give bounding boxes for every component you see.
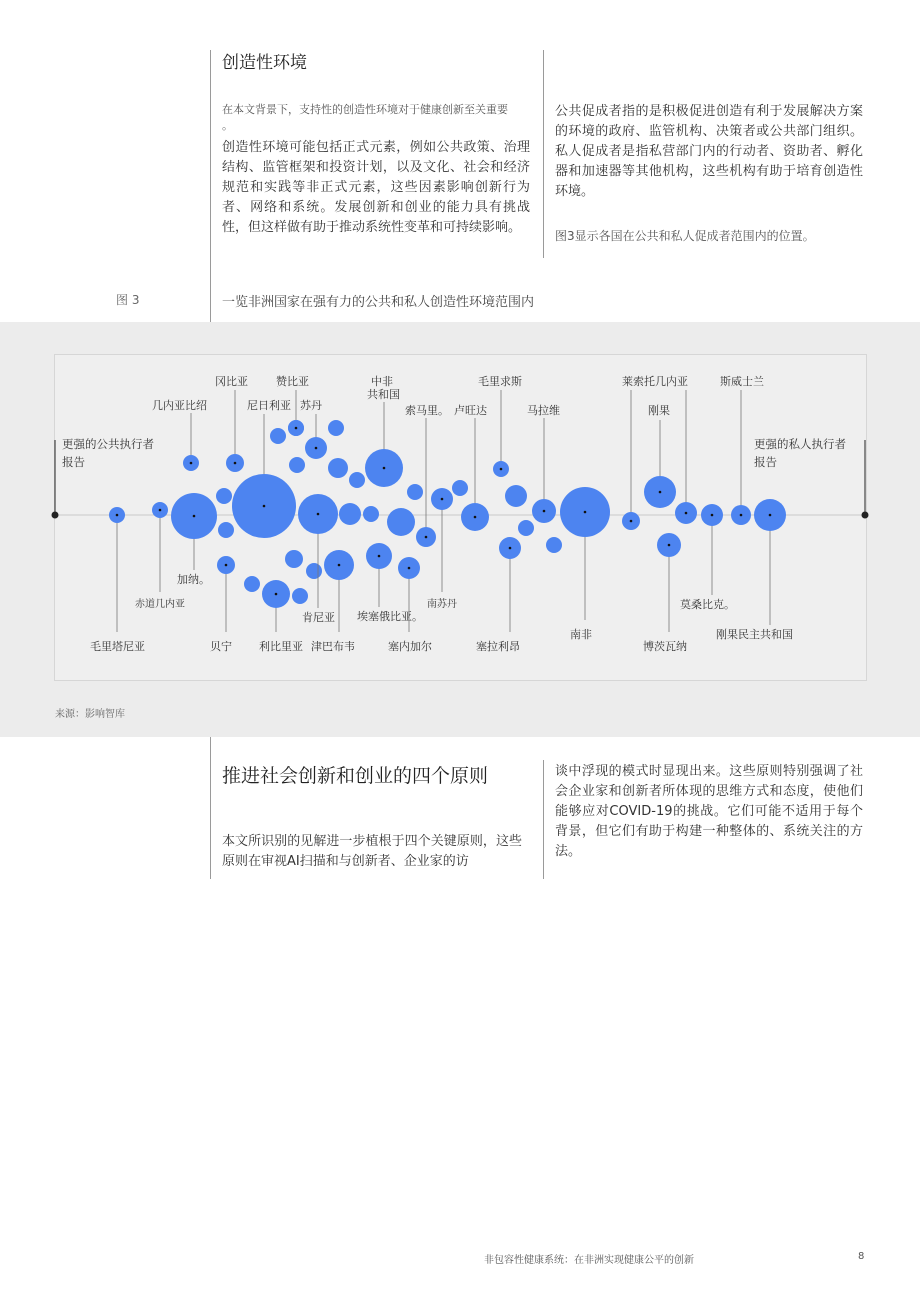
section2-right-body: 谈中浮现的模式时显现出来。这些原则特别强调了社会企业家和创新者所体现的思维方式和态度，使他们能够应对COVID-19的挑战。它们可能不适用于每个背景，但它们有助于构建一种整体的、系统关注的方法。: [555, 764, 863, 859]
right-end-label-line2: 报告: [754, 455, 777, 469]
column-divider-right-top: [543, 50, 544, 258]
bubble: [505, 485, 527, 507]
bubble: [289, 457, 305, 473]
label-nigeria: 尼日利亚: [247, 399, 291, 412]
bubble-center-dot: [190, 462, 193, 465]
right-column-note: 图3显示各国在公共和私人促成者范围内的位置。: [555, 229, 815, 243]
label-rwanda: 卢旺达: [454, 404, 487, 417]
label-zimbabwe: 津巴布韦: [311, 640, 355, 653]
bubble: [339, 503, 361, 525]
label-mauritius: 毛里求斯: [478, 375, 522, 388]
label-zambia: 赞比亚: [276, 375, 309, 388]
bubble: [387, 508, 415, 536]
label-mozambique: 莫桑比克。: [680, 598, 735, 611]
bubble: [349, 472, 365, 488]
label-ethiopia: 埃塞俄比亚。: [357, 610, 423, 623]
bubble: [407, 484, 423, 500]
left-end-label-line2: 报告: [62, 455, 85, 469]
label-botswana: 博茨瓦纳: [643, 640, 687, 653]
bubble-center-dot: [500, 468, 503, 471]
bubble-center-dot: [543, 510, 546, 513]
bubble: [363, 506, 379, 522]
bubble: [270, 428, 286, 444]
bubble: [546, 537, 562, 553]
bubble: [452, 480, 468, 496]
bubble-center-dot: [275, 593, 278, 596]
label-somalia: 索马里。: [405, 404, 449, 417]
bubble: [328, 420, 344, 436]
label-car-line2: 共和国: [367, 388, 400, 401]
labeled-bubbles: [0, 322, 793, 653]
left-axis-endpoint: [52, 512, 59, 519]
bubble: [518, 520, 534, 536]
label-ghana: 加纳。: [177, 573, 210, 586]
figure-label: 图 3: [116, 293, 140, 307]
label-south-sudan: 南苏丹: [427, 599, 457, 610]
column-divider-left-bottom: [210, 737, 211, 879]
page-number: 8: [858, 1251, 865, 1262]
bubble-center-dot: [159, 509, 162, 512]
label-gambia: 冈比亚: [215, 375, 248, 388]
right-column-body: 公共促成者指的是积极促进创造有利于发展解决方案的环境的政府、监管机构、决策者或公共部门组织。私人促成者是指私营部门内的行动者、资助者、孵化器和加速器等其他机构，这些机构有助于培育创造性环境。: [555, 104, 863, 199]
bubble-center-dot: [378, 555, 381, 558]
left-end-label-line1: 更强的公共执行者: [62, 437, 154, 451]
label-south-africa: 南非: [570, 628, 592, 641]
bubble: [216, 488, 232, 504]
right-axis-endpoint: [862, 512, 869, 519]
label-lesotho-guinea: 莱索托几内亚: [622, 375, 688, 388]
bubble-center-dot: [668, 544, 671, 547]
bubble-center-dot: [474, 516, 477, 519]
bubble-center-dot: [441, 498, 444, 501]
bubble-center-dot: [685, 512, 688, 515]
column-divider-right-bottom: [543, 760, 544, 879]
bubble-center-dot: [509, 547, 512, 550]
section2-left-body: 本文所识别的见解进一步植根于四个关键原则，这些原则在审视AI扫描和与创新者、企业家的访: [222, 834, 522, 869]
section2-title: 推进社会创新和创业的四个原则: [222, 765, 489, 787]
bubble-center-dot: [193, 515, 196, 518]
bubble-center-dot: [425, 536, 428, 539]
bubble: [244, 576, 260, 592]
bubble-center-dot: [383, 467, 386, 470]
bubble-center-dot: [630, 520, 633, 523]
bubble: [218, 522, 234, 538]
label-sierra-leone: 塞拉利昂: [476, 640, 520, 653]
label-benin: 贝宁: [210, 640, 232, 653]
intro-note-text: 在本文背景下，支持性的创造性环境对于健康创新至关重要: [222, 103, 508, 116]
bubble-center-dot: [711, 514, 714, 517]
section-body: 创造性环境可能包括正式元素，例如公共政策、治理结构、监管框架和投资计划，以及文化、社会和经济规范和实践等非正式元素，这些因素影响创新行为者、网络和系统。发展创新和创业的能力具有挑战性，但这样做有助于推动系统性变革和可持续影响。: [222, 140, 530, 235]
bubble-center-dot: [769, 514, 772, 517]
bubble-center-dot: [659, 491, 662, 494]
section-title: 创造性环境: [222, 53, 307, 73]
column-divider-left-top: [210, 50, 211, 322]
bubble-center-dot: [225, 564, 228, 567]
label-kenya: 肯尼亚: [302, 611, 335, 624]
footer-text: 非包容性健康系统：在非洲实现健康公平的创新: [484, 1255, 694, 1266]
bubble: [292, 588, 308, 604]
figure-source: 来源：影响智库: [55, 709, 125, 720]
bubble-chart: [0, 322, 920, 737]
label-sudan: 苏丹: [300, 399, 322, 412]
bubble-center-dot: [263, 505, 266, 508]
bubble-center-dot: [315, 447, 318, 450]
label-mauritania: 毛里塔尼亚: [90, 640, 145, 653]
bubble: [306, 563, 322, 579]
label-liberia: 利比里亚: [259, 640, 303, 653]
bubble-center-dot: [295, 427, 298, 430]
bubble-center-dot: [234, 462, 237, 465]
bubble: [328, 458, 348, 478]
label-drc: 刚果民主共和国: [716, 628, 793, 641]
bubble-center-dot: [338, 564, 341, 567]
label-eswatini: 斯威士兰: [720, 375, 764, 388]
label-car-line1: 中非: [371, 375, 393, 388]
label-equatorial-guinea: 赤道几内亚: [135, 599, 185, 610]
label-guinea-bissau: 几内亚比绍: [152, 399, 207, 412]
figure-caption: 一览非洲国家在强有力的公共和私人创造性环境范围内: [222, 295, 535, 310]
intro-note: [222, 102, 532, 134]
label-senegal: 塞内加尔: [388, 640, 432, 653]
label-congo: 刚果: [648, 404, 670, 417]
intro-note-period: 。: [222, 119, 233, 132]
bubble-center-dot: [584, 511, 587, 514]
label-malawi: 马拉维: [527, 404, 560, 417]
bubble-center-dot: [408, 567, 411, 570]
bubble-center-dot: [317, 513, 320, 516]
right-end-label-line1: 更强的私人执行者: [754, 437, 846, 451]
bubble: [285, 550, 303, 568]
bubble-center-dot: [116, 514, 119, 517]
bubble-center-dot: [740, 514, 743, 517]
